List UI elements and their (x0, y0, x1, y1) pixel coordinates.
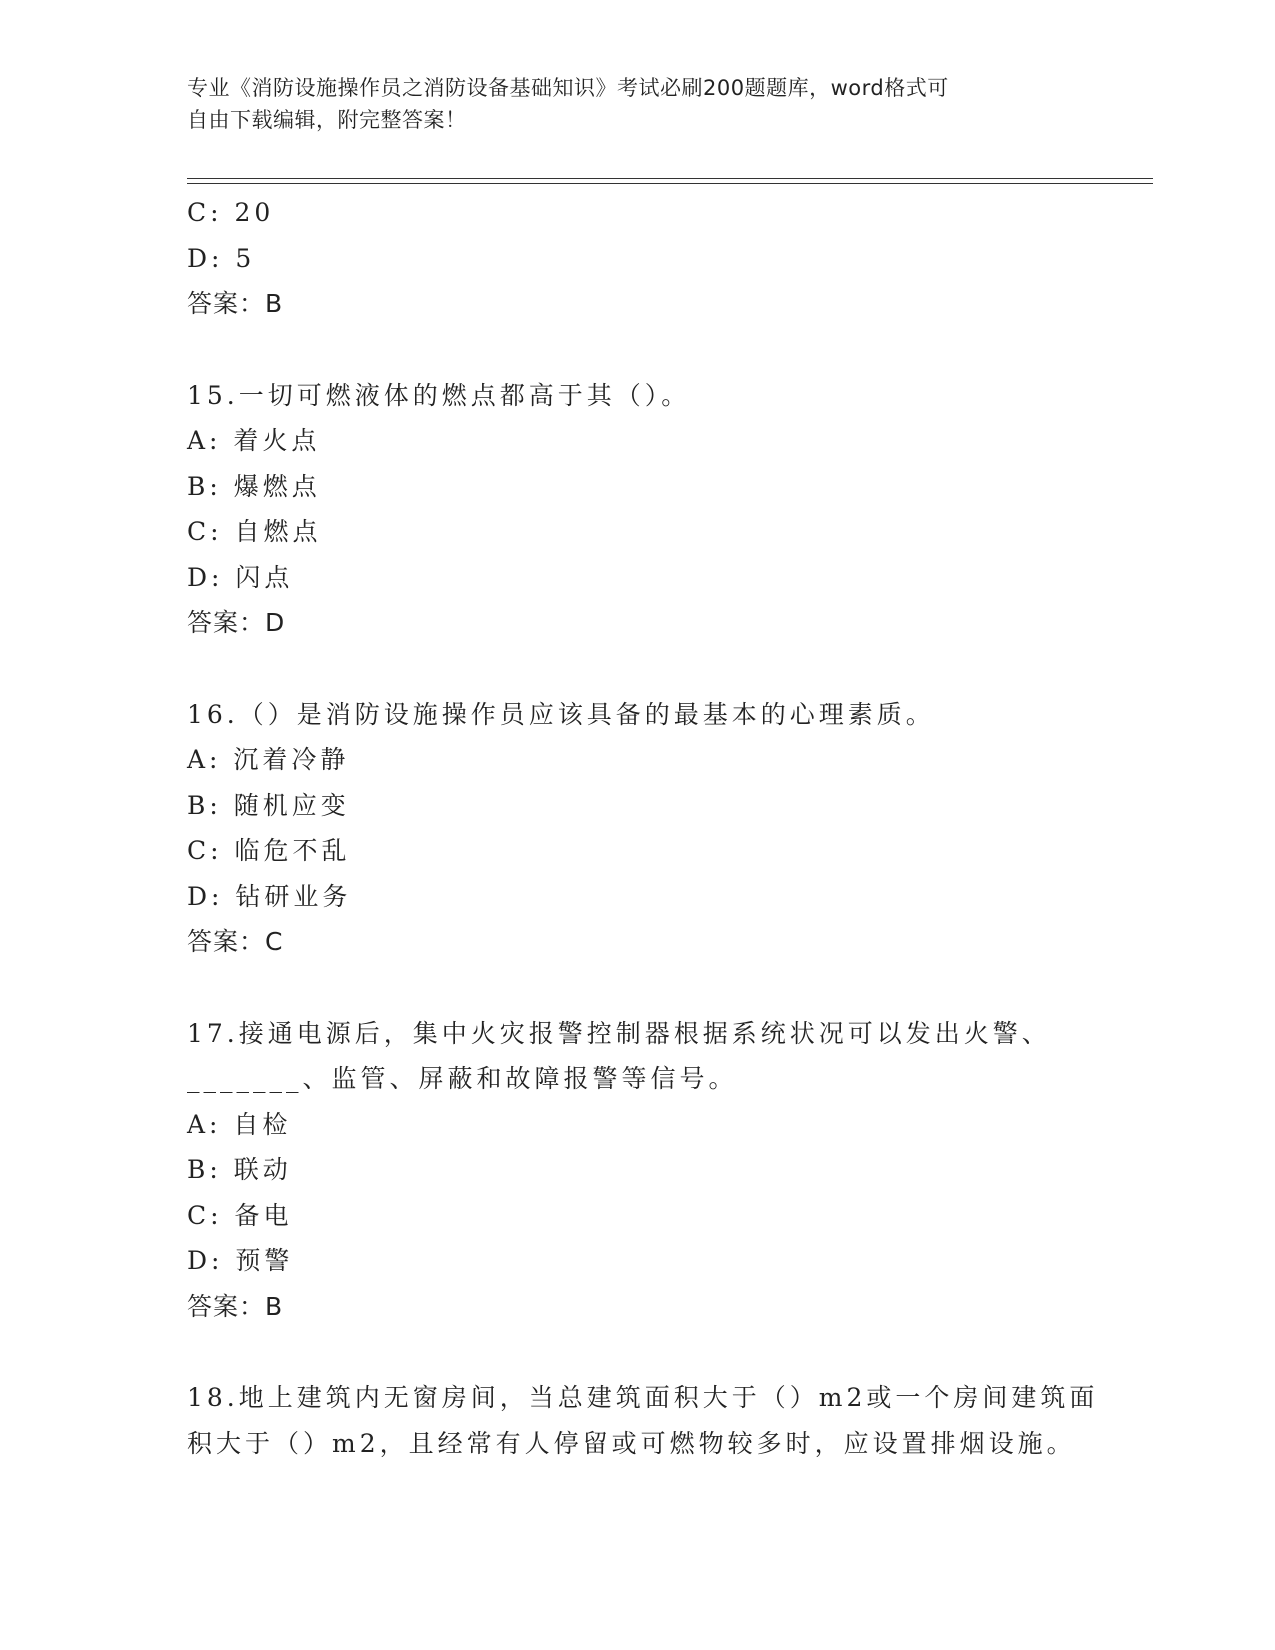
spacer (187, 965, 1087, 1011)
option-b: B: 爆燃点 (187, 471, 321, 501)
document-header (187, 72, 1067, 136)
question-stem: 16.（）是消防设施操作员应该具备的最基本的心理素质。 (187, 699, 935, 729)
question-14-tail (187, 190, 1087, 327)
option-c: C: 临危不乱 (187, 836, 351, 865)
header-line-1: 专业《消防设施操作员之消防设备基础知识》考试必刷200题题库，word格式可 (187, 76, 949, 100)
answer: 答案：C (187, 927, 284, 956)
option-c: C: 自燃点 (187, 517, 322, 546)
option-d: D: 钻研业务 (187, 881, 352, 911)
question-18 (187, 1375, 1099, 1466)
option-a: A: 着火点 (187, 426, 321, 455)
question-stem-line-1: 17.接通电源后，集中火灾报警控制器根据系统状况可以发出火警、 (187, 1018, 1051, 1048)
question-17 (187, 1011, 1087, 1330)
question-content (187, 190, 1099, 1466)
spacer (187, 646, 1087, 692)
question-15 (187, 373, 1087, 646)
header-line-2: 自由下载编辑，附完整答案！ (187, 108, 467, 132)
option-c: C: 20 (187, 198, 275, 227)
option-b: B: 随机应变 (187, 790, 350, 820)
answer: 答案：B (187, 289, 284, 318)
option-d: D: 闪点 (187, 562, 294, 592)
question-stem-line-2: _______、监管、屏蔽和故障报警等信号。 (187, 1064, 738, 1093)
option-a: A: 沉着冷静 (187, 745, 350, 774)
header-divider-top (187, 178, 1153, 179)
option-a: A: 自检 (187, 1109, 292, 1139)
question-stem-line-1: 18.地上建筑内无窗房间，当总建筑面积大于（）m2或一个房间建筑面 (187, 1383, 1099, 1412)
spacer (187, 1329, 1087, 1375)
header-divider-bottom (187, 183, 1153, 184)
spacer (187, 327, 1087, 373)
question-stem: 15.一切可燃液体的燃点都高于其（）。 (187, 380, 691, 410)
question-16 (187, 692, 1087, 965)
option-b: B: 联动 (187, 1155, 292, 1184)
question-stem-line-2: 积大于（）m2，且经常有人停留或可燃物较多时，应设置排烟设施。 (187, 1428, 1076, 1458)
option-c: C: 备电 (187, 1200, 293, 1230)
option-d: D: 5 (187, 243, 256, 273)
answer: 答案：B (187, 1291, 284, 1321)
answer: 答案：D (187, 608, 286, 637)
option-d: D: 预警 (187, 1246, 294, 1275)
